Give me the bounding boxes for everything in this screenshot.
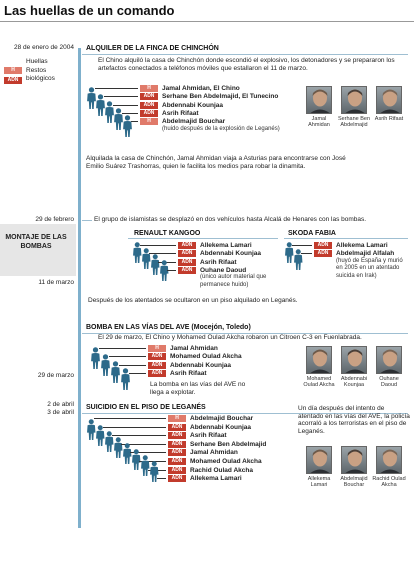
person-name: Jamal Ahmidan, El Chino: [162, 85, 240, 92]
adn-badge: ADN: [178, 250, 196, 257]
connector-line: [167, 270, 176, 271]
page-title: Las huellas de un comando: [4, 3, 175, 18]
person-name: Allekema Lamari: [336, 242, 388, 249]
date-label: 29 de febrero: [35, 216, 74, 223]
people-group: [88, 240, 288, 290]
person-name: Asrih Rifaat: [190, 432, 227, 440]
section-heading-sub: (Mocejón, Toledo): [191, 324, 251, 331]
h-badge: H: [168, 415, 186, 422]
person-name: Mohamed Oulad Akcha: [170, 353, 242, 361]
adn-badge: ADN: [168, 467, 186, 474]
adn-badge: ADN: [140, 93, 158, 100]
h-badge: H: [148, 345, 166, 352]
adn-badge: ADN: [178, 259, 196, 266]
person-name: Jamal Ahmidan: [190, 449, 238, 457]
portrait-caption: Serhane Ben Abdelmajid: [337, 116, 371, 129]
person-name: Allekema Lamari: [190, 475, 242, 483]
person-name: Abdennabi Kounjaa: [162, 101, 224, 109]
date-label: 11 de marzo: [38, 279, 74, 286]
connector-line: [140, 245, 176, 246]
adn-badge: ADN: [168, 475, 186, 482]
person-icon: [293, 249, 304, 270]
legend-h-badge: H: [4, 67, 22, 74]
portrait-caption: Asrih Rifaat: [374, 116, 404, 122]
face-icon: [307, 87, 332, 114]
portrait-photo: [376, 86, 402, 114]
people-group: [82, 413, 302, 491]
section-intro: El grupo de islamistas se desplazó en dos vehículos hasta Alcalá de Henares con las bombas.: [92, 216, 408, 224]
date-label: 29 de marzo: [37, 372, 74, 379]
section-heading: [86, 324, 251, 331]
portrait-photo: [341, 346, 367, 374]
portrait-photo: [306, 346, 332, 374]
face-icon: [342, 347, 367, 374]
portrait-caption: Rachid Oulad Akcha: [372, 476, 406, 489]
connector-line: [129, 373, 146, 374]
connector-line: [113, 105, 138, 106]
connector-line: [301, 253, 312, 254]
person-note: (único autor material que permanece huido): [200, 274, 267, 288]
portrait-photo: [341, 446, 367, 474]
section-heading-main: BOMBA EN LAS VÍAS DEL AVE: [86, 324, 190, 331]
face-icon: [307, 347, 332, 374]
connector-line: [131, 121, 138, 122]
timeline-bar: [78, 48, 81, 528]
adn-badge: ADN: [148, 353, 166, 360]
portrait-photo: [376, 446, 402, 474]
legend: [4, 58, 55, 84]
connector-line: [157, 478, 166, 479]
adn-badge: ADN: [178, 242, 196, 249]
montage-label: MONTAJE DE LAS BOMBAS: [5, 234, 67, 250]
title-rule: [0, 21, 414, 22]
portrait-photo: [341, 86, 367, 114]
portrait-caption: Jamal Ahmidan: [308, 116, 330, 129]
h-badge: H: [140, 118, 158, 125]
photo-row: [304, 446, 410, 506]
portrait-photo: [306, 86, 332, 114]
car-rule: [128, 238, 278, 239]
person-name: Abdennabi Kounjaa: [200, 250, 262, 258]
adn-badge: ADN: [148, 362, 166, 369]
connector-line: [103, 427, 166, 428]
person-name: Abdelmajid Alfalah (huyó de España y murió en 2005 en un atentado suicida en Irak): [336, 250, 410, 280]
date-label: 28 de enero de 2004: [14, 44, 74, 51]
adn-badge: ADN: [168, 432, 186, 439]
connector-line: [122, 113, 138, 114]
face-icon: [377, 447, 402, 474]
adn-badge: ADN: [168, 424, 186, 431]
person-name: Abdennabi Kounjaa: [170, 361, 232, 369]
portrait-caption: Abdelmajid Bouchar: [340, 476, 368, 489]
connector-line: [95, 88, 138, 89]
car-heading: RENAULT KANGOO: [134, 230, 201, 237]
person-icon: [122, 115, 133, 137]
connector-line: [104, 96, 138, 97]
date-label: 2 de abril: [47, 401, 74, 408]
adn-badge: ADN: [168, 449, 186, 456]
photo-row: [304, 86, 410, 142]
section-heading: ALQUILER DE LA FINCA DE CHINCHÓN: [86, 45, 219, 52]
adn-badge: ADN: [168, 458, 186, 465]
people-group: [284, 240, 410, 296]
section-outro: Alquilada la casa de Chinchón, Jamal Ahmidan viaja a Asturias para encontrarse con José Emilio Suárez Trashorras, quien le facilita los medios para robar la dinamita.: [86, 155, 346, 170]
adn-badge: ADN: [168, 441, 186, 448]
person-icon: [120, 368, 131, 390]
person-name: Asrih Rifaat: [162, 109, 199, 117]
section-heading: SUICIDIO EN EL PISO DE LEGANÉS: [86, 404, 206, 411]
adn-badge: ADN: [140, 110, 158, 117]
legend-adn-badge: ADN: [4, 77, 22, 84]
person-name: Jamal Ahmidan: [170, 345, 218, 352]
section-text: Un día después del intento de atentado en las vías del AVE, la policía acorraló a los terroristas en el piso de Leganés.: [298, 405, 410, 435]
portrait-caption: Abdennabi Kounjaa: [340, 376, 368, 389]
adn-badge: ADN: [314, 242, 332, 249]
person-name: Rachid Oulad Akcha: [190, 466, 253, 474]
person-note: (huido después de la explosión de Leganés): [162, 125, 280, 132]
connector-line: [119, 365, 146, 366]
face-icon: [307, 447, 332, 474]
portrait-photo: [376, 346, 402, 374]
adn-badge: ADN: [178, 267, 196, 274]
connector-line: [99, 348, 146, 349]
connector-line: [292, 245, 312, 246]
car-rule: [284, 238, 408, 239]
people-group: [82, 83, 302, 155]
person-name: Abdelmajid Bouchar (huido después de la explosión de Leganés): [162, 118, 312, 133]
person-name: Mohamed Oulad Akcha: [190, 458, 262, 465]
person-name: Abdelmajid Bouchar: [190, 415, 254, 422]
person-name: Ouhane Daoud (único autor material que permanece huido): [200, 267, 290, 290]
connector-line: [94, 418, 166, 419]
section-outro: Después de los atentados se ocultaron en un piso alquilado en Leganés.: [88, 297, 298, 304]
person-note: (huyó de España y murió en 2005 en un atentado suicida en Irak): [336, 257, 403, 279]
section-note: La bomba en las vías del AVE no llega a explotar.: [150, 381, 246, 396]
person-name: Allekema Lamari: [200, 242, 252, 249]
portrait-caption: Ouhane Daoud: [379, 376, 399, 389]
section-rule: [82, 54, 408, 55]
section-intro: El Chino alquiló la casa de Chinchón donde escondió el explosivo, los detonadores y se prepararon los artefactos conectados a teléfonos móviles que estallaron el 11 de marzo.: [98, 57, 395, 72]
h-badge: H: [140, 85, 158, 92]
person-name: Asrih Rifaat: [170, 369, 207, 377]
adn-badge: ADN: [140, 102, 158, 109]
face-icon: [342, 87, 367, 114]
face-icon: [377, 347, 402, 374]
section-intro: El 29 de marzo, El Chino y Mohamed Oulad Akcha robaron un Citroen C-3 en Fuenlabrada.: [98, 334, 362, 341]
face-icon: [377, 87, 402, 114]
car-heading: SKODA FABIA: [288, 230, 336, 237]
legend-h-label: Huellas: [26, 58, 48, 65]
adn-badge: ADN: [314, 250, 332, 257]
portrait-photo: [306, 446, 332, 474]
portrait-caption: Allekema Lamari: [307, 476, 331, 489]
date-label: 3 de abril: [47, 409, 74, 416]
connector-line: [109, 356, 146, 357]
person-name: Serhane Ben Abdelmajid: [190, 440, 267, 448]
person-name: Asrih Rifaat: [200, 258, 237, 266]
photo-row: [304, 346, 410, 402]
person-name: Serhane Ben Abdelmajid, El Tunecino: [162, 93, 279, 101]
portrait-caption: Mohamed Oulad Akcha: [303, 376, 335, 389]
person-name: Abdennabi Kounjaa: [190, 423, 252, 431]
adn-badge: ADN: [148, 370, 166, 377]
legend-adn-label: Restos biológicos: [26, 67, 55, 82]
face-icon: [342, 447, 367, 474]
